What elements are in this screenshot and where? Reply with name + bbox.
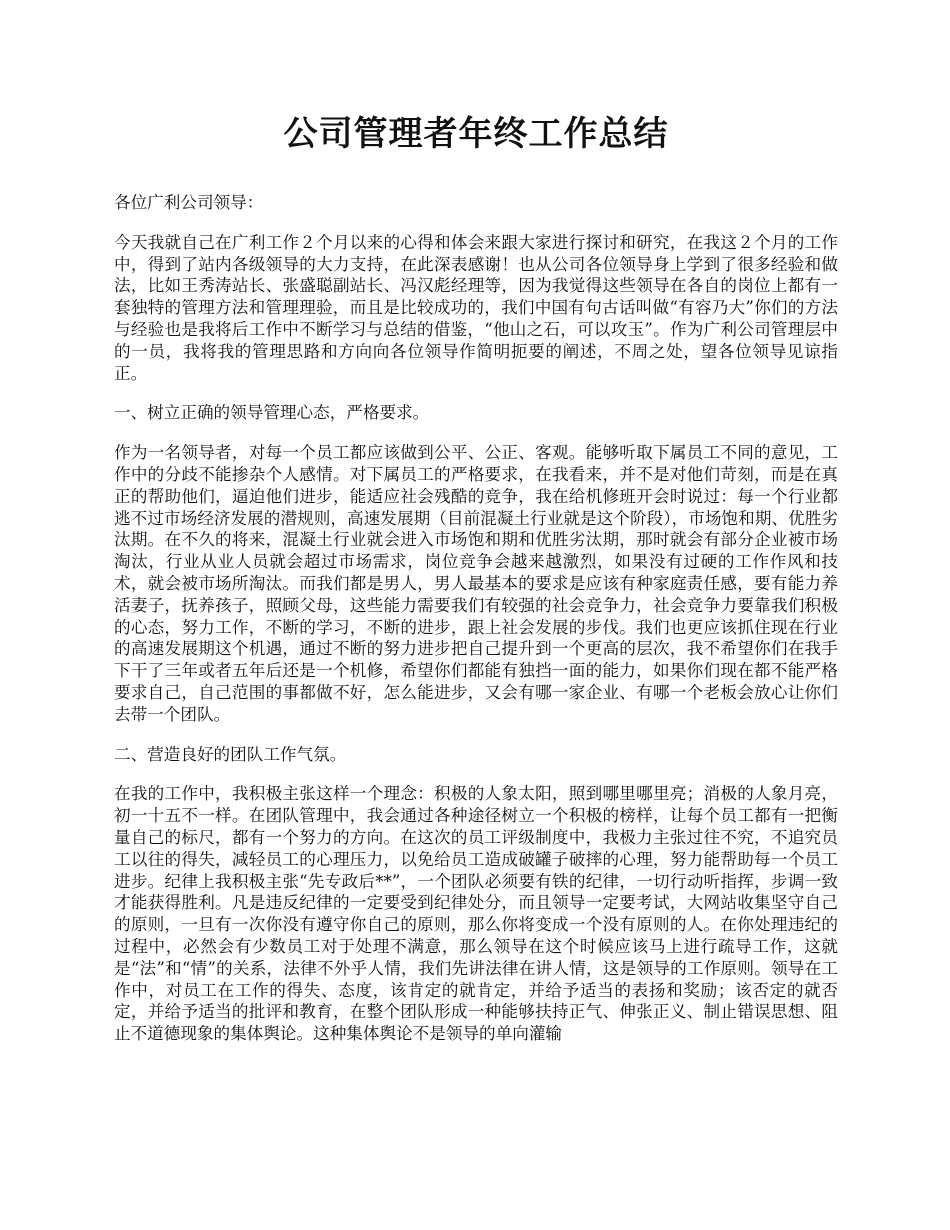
- section-2-body: 在我的工作中，我积极主张这样一个理念：积极的人象太阳，照到哪里哪里亮；消极的人象月亮，初一十五不一样。在团队管理中，我会通过各种途径树立一个积极的榜样，让每个员工都有一把衡量自己的标尺，都有一个努力的方向。在这次的员工评级制度中，我极力主张过往不究，不追究员工以往的得失，减轻员工的心理压力，以免给员工造成破罐子破摔的心理，努力能帮助每一个员工进步。纪律上我积极主张“先专政后**”，一个团队必须要有铁的纪律，一切行动听指挥，步调一致才能获得胜利。凡是违反纪律的一定要受到纪律处分，而且领导一定要考试，大网站收集坚守自己的原则，一旦有一次你没有遵守你自己的原则，那么你将变成一个没有原则的人。在你处理违纪的过程中，必然会有少数员工对于处理不满意，那么领导在这个时候应该马上进行疏导工作，这就是“法”和“情”的关系，法律不外乎人情，我们先讲法律在讲人情，这是领导的工作原则。领导在工作中，对员工在工作的得失、态度，该肯定的就肯定，并给予适当的表扬和奖励；该否定的就否定，并给予适当的批评和教育，在整个团队形成一种能够扶持正气、伸张正义、制止错误思想、阻止不道德现象的集体舆论。这种集体舆论不是领导的单向灌输: [114, 784, 838, 1044]
- section-1-heading: 一、树立正确的领导管理心态，严格要求。: [114, 403, 430, 423]
- salutation: 各位广利公司领导：: [114, 193, 264, 212]
- document-title: 公司管理者年终工作总结: [283, 114, 669, 154]
- intro-paragraph: 今天我就自己在广利工作２个月以来的心得和体会来跟大家进行探讨和研究，在我这２个月的工作中，得到了站内各级领导的大力支持，在此深表感谢！也从公司各位领导身上学到了很多经验和做法，比如王秀涛站长、张盛聪副站长、冯汉彪经理等，因为我觉得这些领导在各自的岗位上都有一套独特的管理方法和管理理验，而且是比较成功的，我们中国有句古话叫做“有容乃大”你们的方法与经验也是我将后工作中不断学习与总结的借鉴，“他山之石，可以攻玉”。作为广利公司管理层中的一员，我将我的管理思路和方向向各位领导作简明扼要的阐述，不周之处，望各位领导见谅指正。: [114, 232, 838, 383]
- section-1-body: 作为一名领导者，对每一个员工都应该做到公平、公正、客观。能够听取下属员工不同的意见，工作中的分歧不能掺杂个人感情。对下属员工的严格要求，在我看来，并不是对他们苛刻，而是在真正的帮助他们，逼迫他们进步，能适应社会残酷的竞争，我在给机修班开会时说过：每一个行业都逃不过市场经济发展的潜规则，高速发展期（目前混凝土行业就是这个阶段），市场饱和期、优胜劣汰期。在不久的将来，混凝土行业就会进入市场饱和期和优胜劣汰期，那时就会有部分企业被市场淘汰，行业从业人员就会超过市场需求，岗位竞争会越来越激烈，如果没有过硬的工作作风和技术，就会被市场所淘汰。而我们都是男人，男人最基本的要求是应该有种家庭责任感，要有能力养活妻子，抚养孩子，照顾父母，这些能力需要我们有较强的社会竞争力，社会竞争力要靠我们积极的心态，努力工作，不断的学习，不断的进步，跟上社会发展的步伐。我们也更应该抓住现在行业的高速发展期这个机遇，通过不断的努力进步把自己提升到一个更高的层次，我不希望你们在我手下干了三年或者五年后还是一个机修，希望你们都能有独挡一面的能力，如果你们现在都不能严格要求自己，自己范围的事都做不好，怎么能进步，又会有哪一家企业、有哪一个老板会放心让你们去带一个团队。: [114, 443, 838, 724]
- section-2-heading: 二、营造良好的团队工作气氛。: [114, 744, 347, 764]
